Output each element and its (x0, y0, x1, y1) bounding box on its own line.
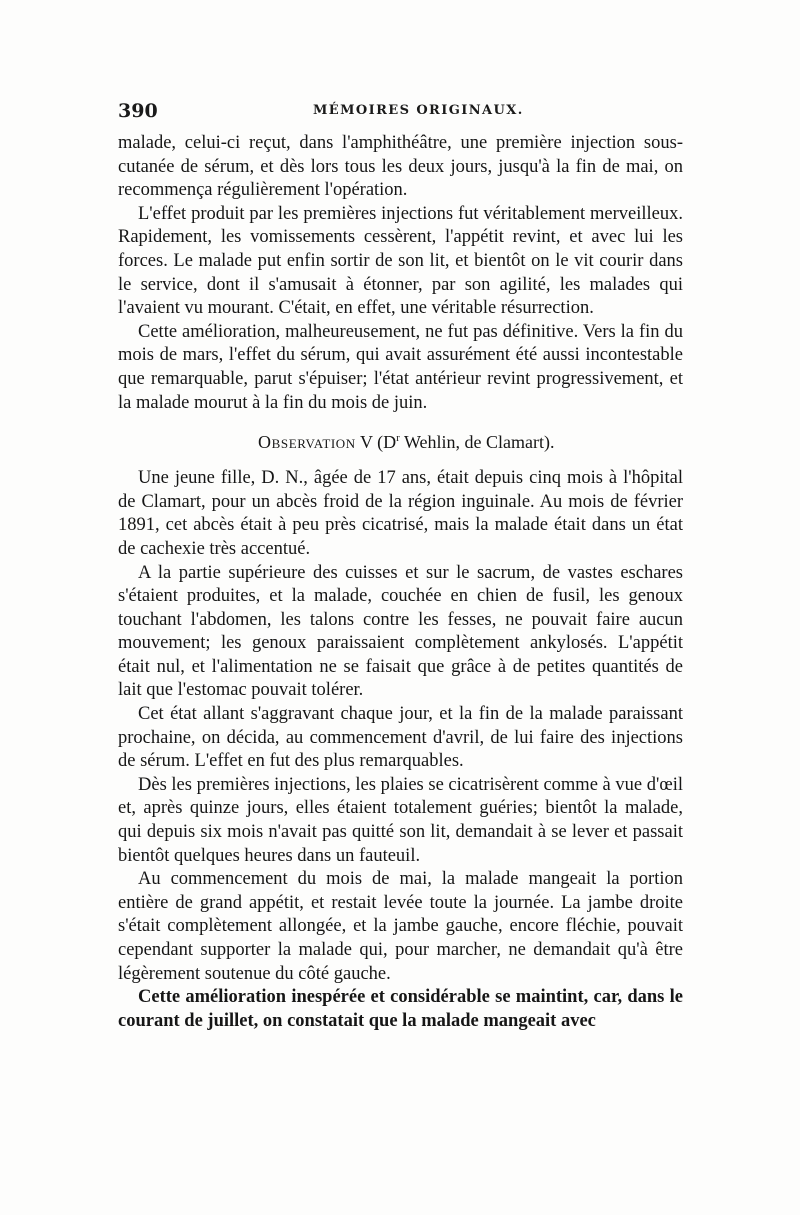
page-header (118, 100, 683, 126)
paragraph: Au commencement du mois de mai, la malade mangeait la portion entière de grand appétit, et restait levée toute la journée. La jambe droite s'était complètement allongée, et la jambe gauche, encore fléchie, pouvait cependant supporter la malade qui, pour marcher, ne demandait qu'à être légèrement soutenue du côté gauche. (118, 869, 683, 984)
observation-number: V (359, 432, 373, 453)
running-title: MÉMOIRES ORIGINAUX. (313, 103, 524, 118)
paragraph: Dès les premières injections, les plaies se cicatrisèrent comme à vue d'œil et, après quinze jours, elles étaient totalement guéries; bientôt la malade, qui depuis six mois n'avait pas quitté son lit, demandait à se lever et passait bientôt quelques heures dans un fauteuil. (118, 774, 683, 866)
observation-heading (118, 431, 683, 453)
observation-source-superscript: r (396, 432, 400, 445)
paragraph: Une jeune fille, D. N., âgée de 17 ans, était depuis cinq mois à l'hôpital de Clamart, pour un abcès froid de la région inguinale. Au mois de février 1891, cet abcès était à peu près cicatrisé, mais la malade était dans un état de cachexie très accentué. (118, 468, 683, 559)
body-text (118, 132, 683, 1033)
paragraph: Cette amélioration, malheureusement, ne fut pas définitive. Vers la fin du mois de mars, l'effet du sérum, qui avait assurément été aussi incontestable que remarquable, parut s'épuiser; l'état antérieur revint progressivement, et la malade mourut à la fin du mois de juin. (118, 321, 683, 413)
paragraph: Cet état allant s'aggravant chaque jour, et la fin de la malade paraissant prochaine, on décida, au commencement d'avril, de lui faire des injections de sérum. L'effet en fut des plus remarquables. (118, 704, 683, 772)
page-number: 390 (118, 100, 158, 122)
observation-source: Wehlin, de Clamart). (399, 432, 555, 453)
paragraph: L'effet produit par les premières injections fut véritablement merveilleux. Rapidement, les vomissements cessèrent, l'appétit revint, et avec lui les forces. Le malade put enfin sortir de son lit, et bientôt on le vit courir dans le service, dont il s'amusait à étonner, par son agilité, les malades qui l'avaient vu mourant. C'était, en effet, une véritable résurrection. (118, 203, 683, 319)
observation-source-prefix: (D (377, 432, 397, 453)
paragraph: A la partie supérieure des cuisses et sur le sacrum, de vastes eschares s'étaient produites, et la malade, couchée en chien de fusil, les genoux touchant l'abdomen, les talons contre les fesses, ne pouvait faire aucun mouvement; les genoux paraissaient complètement ankylosés. L'appétit était nul, et l'alimentation ne se faisait que grâce à de petites quantités de lait que l'estomac pouvait tolérer. (118, 562, 683, 701)
paragraph-continued: malade, celui-ci reçut, dans l'amphithéâtre, une première injection sous-cutanée de sérum, et dès lors tous les deux jours, jusqu'à la fin de mai, on recommença régulièrement l'opération. (118, 133, 683, 201)
paragraph-continues: Cette amélioration inespérée et considérable se maintint, car, dans le courant de juillet, on constatait que la malade mangeait avec (118, 987, 683, 1031)
observation-label: Observation (258, 432, 356, 453)
